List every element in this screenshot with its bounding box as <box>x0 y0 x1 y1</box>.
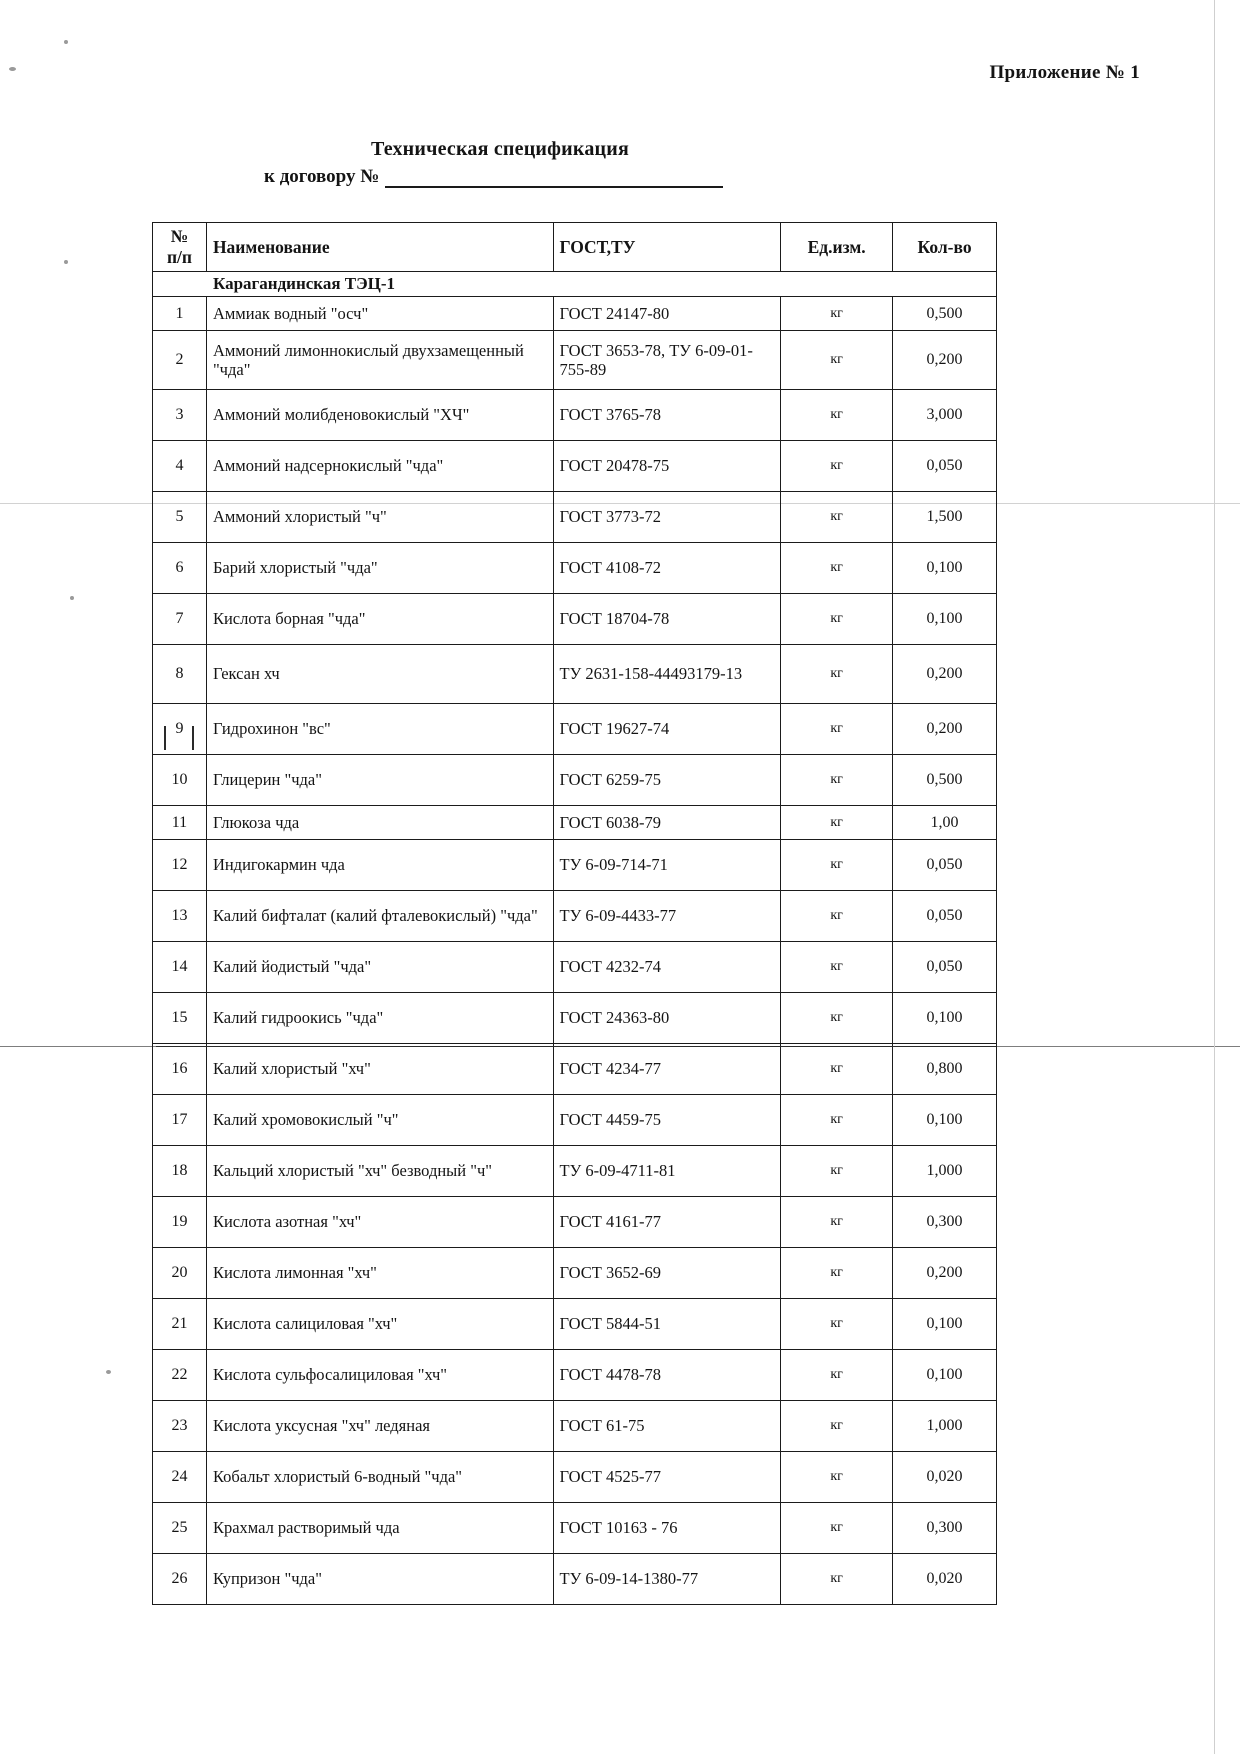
cell-number: 22 <box>153 1350 207 1401</box>
column-header-number-line1: № <box>170 226 189 246</box>
cell-name: Глицерин "чда" <box>206 755 553 806</box>
contract-number-blank[interactable] <box>385 170 723 188</box>
cell-number: 2 <box>153 331 207 390</box>
cell-name: Калий бифталат (калий фталевокислый) "чда" <box>206 891 553 942</box>
cell-number: 7 <box>153 594 207 645</box>
cell-gost: ГОСТ 3773-72 <box>553 492 781 543</box>
cell-number: 14 <box>153 942 207 993</box>
handwritten-strike-mark <box>156 1046 996 1047</box>
table-row <box>153 1350 997 1401</box>
cell-unit: кг <box>781 1095 893 1146</box>
cell-number: 1 <box>153 297 207 331</box>
cell-gost: ГОСТ 4478-78 <box>553 1350 781 1401</box>
cell-unit: кг <box>781 704 893 755</box>
cell-unit: кг <box>781 1401 893 1452</box>
cell-quantity: 1,000 <box>893 1146 997 1197</box>
cell-gost: ГОСТ 61-75 <box>553 1401 781 1452</box>
cell-quantity: 0,100 <box>893 1095 997 1146</box>
cell-number: 25 <box>153 1503 207 1554</box>
cell-number: 20 <box>153 1248 207 1299</box>
table-row <box>153 1452 997 1503</box>
table-row <box>153 1248 997 1299</box>
cell-number: 26 <box>153 1554 207 1605</box>
cell-gost: ГОСТ 4459-75 <box>553 1095 781 1146</box>
scan-artifact-line <box>1214 0 1215 1754</box>
cell-quantity: 3,000 <box>893 390 997 441</box>
table-row <box>153 297 997 331</box>
cell-gost: ГОСТ 20478-75 <box>553 441 781 492</box>
cell-gost: ГОСТ 5844-51 <box>553 1299 781 1350</box>
cell-unit: кг <box>781 297 893 331</box>
table-row <box>153 645 997 704</box>
cell-number: 17 <box>153 1095 207 1146</box>
cell-name: Аммоний надсернокислый "чда" <box>206 441 553 492</box>
cell-quantity: 0,100 <box>893 543 997 594</box>
cell-gost: ГОСТ 3653-78, ТУ 6-09-01-755-89 <box>553 331 781 390</box>
cell-unit: кг <box>781 492 893 543</box>
cell-unit: кг <box>781 1350 893 1401</box>
cell-name: Кислота азотная "хч" <box>206 1197 553 1248</box>
cell-gost: ГОСТ 3765-78 <box>553 390 781 441</box>
cell-quantity: 1,00 <box>893 806 997 840</box>
cell-name: Кислота лимонная "хч" <box>206 1248 553 1299</box>
cell-gost: ГОСТ 19627-74 <box>553 704 781 755</box>
cell-quantity: 0,200 <box>893 704 997 755</box>
table-row <box>153 441 997 492</box>
table-row <box>153 1146 997 1197</box>
cell-number: 12 <box>153 840 207 891</box>
scan-speck <box>106 1370 111 1374</box>
cell-number: 13 <box>153 891 207 942</box>
table-row <box>153 1197 997 1248</box>
cell-quantity: 0,200 <box>893 645 997 704</box>
cell-name: Калий йодистый "чда" <box>206 942 553 993</box>
cell-gost: ГОСТ 24147-80 <box>553 297 781 331</box>
contract-number-line <box>264 166 723 188</box>
cell-unit: кг <box>781 1503 893 1554</box>
cell-gost: ГОСТ 6038-79 <box>553 806 781 840</box>
page-title: Техническая спецификация <box>371 138 629 160</box>
column-header-quantity: Кол-во <box>893 223 997 272</box>
cell-gost: ТУ 6-09-14-1380-77 <box>553 1554 781 1605</box>
cell-quantity: 0,100 <box>893 1299 997 1350</box>
cell-quantity: 0,300 <box>893 1197 997 1248</box>
cell-quantity: 0,300 <box>893 1503 997 1554</box>
contract-number-label: к договору № <box>264 166 380 187</box>
cell-unit: кг <box>781 1452 893 1503</box>
column-header-number-line2: п/п <box>166 247 192 267</box>
cell-quantity: 0,200 <box>893 331 997 390</box>
cell-name: Индигокармин чда <box>206 840 553 891</box>
table-row <box>153 1401 997 1452</box>
cell-number: 19 <box>153 1197 207 1248</box>
cell-unit: кг <box>781 942 893 993</box>
table-row <box>153 594 997 645</box>
cell-name: Кальций хлористый "хч" безводный "ч" <box>206 1146 553 1197</box>
cell-unit: кг <box>781 891 893 942</box>
cell-unit: кг <box>781 331 893 390</box>
table-section-row <box>153 272 997 297</box>
table-row <box>153 390 997 441</box>
cell-number: 6 <box>153 543 207 594</box>
cell-quantity: 0,100 <box>893 1350 997 1401</box>
cell-unit: кг <box>781 645 893 704</box>
cell-number: 11 <box>153 806 207 840</box>
cell-number: 9 <box>153 704 207 755</box>
cell-gost: ГОСТ 6259-75 <box>553 755 781 806</box>
cell-unit: кг <box>781 1044 893 1095</box>
cell-number: 5 <box>153 492 207 543</box>
cell-quantity: 1,500 <box>893 492 997 543</box>
scan-speck <box>64 40 68 44</box>
cell-name: Купризон "чда" <box>206 1554 553 1605</box>
cell-quantity: 0,050 <box>893 891 997 942</box>
table-row <box>153 942 997 993</box>
cell-gost: ТУ 6-09-4711-81 <box>553 1146 781 1197</box>
cell-number: 8 <box>153 645 207 704</box>
column-header-gost: ГОСТ,ТУ <box>553 223 781 272</box>
table-row <box>153 1095 997 1146</box>
table-row <box>153 840 997 891</box>
specification-table <box>152 222 997 1605</box>
cell-quantity: 0,100 <box>893 594 997 645</box>
cell-unit: кг <box>781 594 893 645</box>
cell-name: Аммиак водный "осч" <box>206 297 553 331</box>
table-row <box>153 543 997 594</box>
cell-name: Кислота сульфосалициловая "хч" <box>206 1350 553 1401</box>
cell-unit: кг <box>781 441 893 492</box>
cell-unit: кг <box>781 1197 893 1248</box>
table-row <box>153 492 997 543</box>
cell-unit: кг <box>781 840 893 891</box>
cell-quantity: 0,500 <box>893 755 997 806</box>
cell-gost: ТУ 6-09-714-71 <box>553 840 781 891</box>
cell-quantity: 1,000 <box>893 1401 997 1452</box>
table-section-title: Карагандинская ТЭЦ-1 <box>153 272 997 297</box>
cell-gost: ГОСТ 10163 - 76 <box>553 1503 781 1554</box>
table-row <box>153 331 997 390</box>
column-header-number <box>153 223 207 272</box>
cell-number: 4 <box>153 441 207 492</box>
cell-name: Кислота борная "чда" <box>206 594 553 645</box>
cell-gost: ГОСТ 3652-69 <box>553 1248 781 1299</box>
column-header-name: Наименование <box>206 223 553 272</box>
cell-name: Аммоний молибденовокислый "ХЧ" <box>206 390 553 441</box>
cell-quantity: 0,020 <box>893 1554 997 1605</box>
cell-unit: кг <box>781 543 893 594</box>
cell-name: Калий хлористый "хч" <box>206 1044 553 1095</box>
table-row <box>153 704 997 755</box>
cell-gost: ГОСТ 4108-72 <box>553 543 781 594</box>
cell-unit: кг <box>781 993 893 1044</box>
cell-name: Аммоний лимоннокислый двухзамещенный "чда" <box>206 331 553 390</box>
cell-name: Кобальт хлористый 6-водный "чда" <box>206 1452 553 1503</box>
cell-unit: кг <box>781 806 893 840</box>
cell-number: 15 <box>153 993 207 1044</box>
cell-gost: ГОСТ 18704-78 <box>553 594 781 645</box>
cell-name: Гидрохинон "вс" <box>206 704 553 755</box>
cell-number: 3 <box>153 390 207 441</box>
table-row <box>153 806 997 840</box>
cell-number: 23 <box>153 1401 207 1452</box>
cell-gost: ГОСТ 4161-77 <box>553 1197 781 1248</box>
cell-name: Кислота уксусная "хч" ледяная <box>206 1401 553 1452</box>
handwritten-bracket-mark <box>164 726 194 750</box>
cell-name: Аммоний хлористый "ч" <box>206 492 553 543</box>
cell-name: Барий хлористый "чда" <box>206 543 553 594</box>
cell-quantity: 0,200 <box>893 1248 997 1299</box>
table-row <box>153 891 997 942</box>
table-row <box>153 1503 997 1554</box>
table-row <box>153 1554 997 1605</box>
cell-name: Кислота салициловая "хч" <box>206 1299 553 1350</box>
cell-gost: ГОСТ 4525-77 <box>553 1452 781 1503</box>
cell-unit: кг <box>781 390 893 441</box>
table-row <box>153 1299 997 1350</box>
table-row <box>153 755 997 806</box>
cell-quantity: 0,050 <box>893 441 997 492</box>
scan-speck <box>9 67 16 71</box>
table-row <box>153 1044 997 1095</box>
cell-unit: кг <box>781 1146 893 1197</box>
cell-quantity: 0,100 <box>893 993 997 1044</box>
cell-name: Гексан хч <box>206 645 553 704</box>
cell-unit: кг <box>781 1299 893 1350</box>
cell-name: Глюкоза чда <box>206 806 553 840</box>
cell-gost: ТУ 6-09-4433-77 <box>553 891 781 942</box>
cell-quantity: 0,050 <box>893 840 997 891</box>
cell-number: 16 <box>153 1044 207 1095</box>
cell-gost: ТУ 2631-158-44493179-13 <box>553 645 781 704</box>
cell-name: Калий хромовокислый "ч" <box>206 1095 553 1146</box>
cell-unit: кг <box>781 755 893 806</box>
cell-unit: кг <box>781 1554 893 1605</box>
cell-gost: ГОСТ 24363-80 <box>553 993 781 1044</box>
cell-number: 24 <box>153 1452 207 1503</box>
cell-quantity: 0,800 <box>893 1044 997 1095</box>
cell-number: 10 <box>153 755 207 806</box>
cell-quantity: 0,050 <box>893 942 997 993</box>
table-body <box>153 272 997 1605</box>
cell-quantity: 0,020 <box>893 1452 997 1503</box>
table-row <box>153 993 997 1044</box>
table-header-row <box>153 223 997 272</box>
cell-unit: кг <box>781 1248 893 1299</box>
cell-number: 18 <box>153 1146 207 1197</box>
cell-name: Крахмал растворимый чда <box>206 1503 553 1554</box>
appendix-label: Приложение № 1 <box>989 62 1140 83</box>
cell-quantity: 0,500 <box>893 297 997 331</box>
cell-gost: ГОСТ 4232-74 <box>553 942 781 993</box>
cell-name: Калий гидроокись "чда" <box>206 993 553 1044</box>
cell-gost: ГОСТ 4234-77 <box>553 1044 781 1095</box>
scan-speck <box>70 596 74 600</box>
scan-speck <box>64 260 68 264</box>
column-header-unit: Ед.изм. <box>781 223 893 272</box>
cell-number: 21 <box>153 1299 207 1350</box>
